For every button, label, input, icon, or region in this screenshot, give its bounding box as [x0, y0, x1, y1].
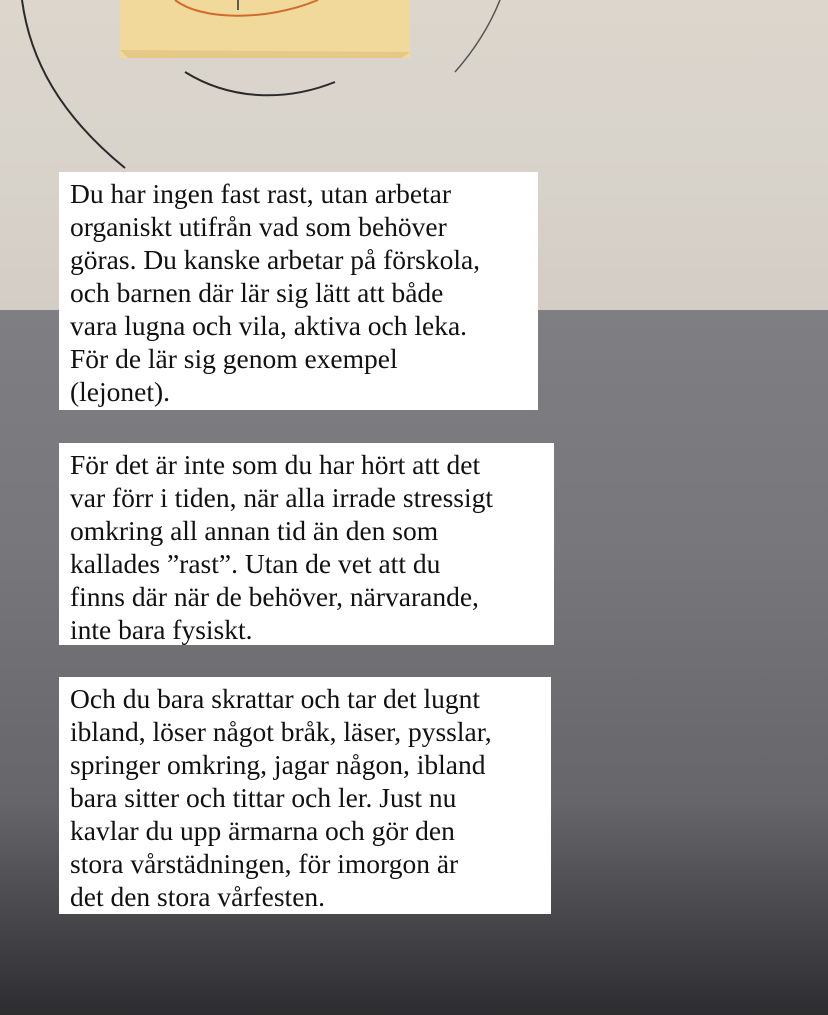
paper-note — [120, 0, 410, 58]
story-text-box-2: För det är inte som du har hört att det var förr i tiden, när alla irrade stressigt omkring all annan tid än den som kallades ”rast”. Utan de vet att du finns där när de behöver, närvarande, inte bara fysiskt. — [59, 443, 554, 645]
story-text-box-1: Du har ingen fast rast, utan arbetar organiskt utifrån vad som behöver göras. Du kanske arbetar på förskola, och barnen där lär sig lätt att både vara lugna och vila, aktiva och leka. För de lär sig genom exempel (lejonet). — [59, 172, 538, 410]
sketch-curve-right — [455, 0, 500, 72]
sketch-curve-left — [22, 0, 125, 168]
sketch-curve-under-note — [185, 72, 335, 95]
story-text-box-3: Och du bara skrattar och tar det lugnt ibland, löser något bråk, läser, pysslar, springer omkring, jagar någon, ibland bara sitter och tittar och ler. Just nu kavlar du upp ärmarna och gör den stora vårstädningen, för imorgon är det den stora vårfesten. — [59, 677, 551, 914]
